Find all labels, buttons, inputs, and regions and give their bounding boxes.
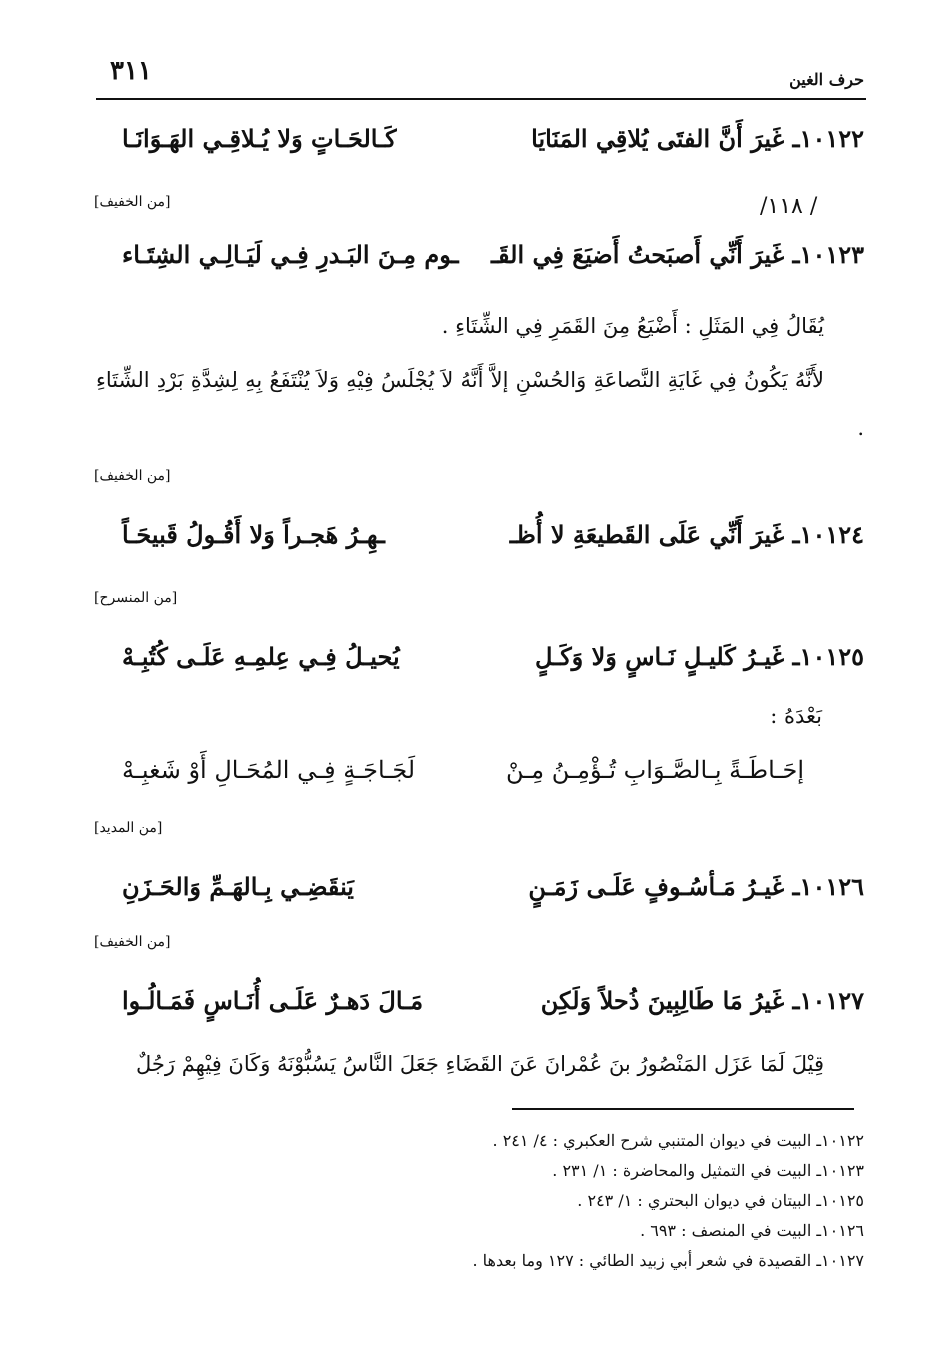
verse-10126-first-hemistich: ١٠١٢٦ـ غَيـرُ مَـأسُـوفٍ عَلَـى زَمَـنٍ: [528, 872, 864, 901]
meter-label: [من الخفيف]: [94, 468, 171, 484]
verse-10125-first-hemistich: ١٠١٢٥ـ غَيـرُ كَليـلٍ نَـاسٍ وَلا وَكَـلٍ: [535, 642, 864, 671]
continuation-first-hemistich: إحَـاطَـةً بِـالصَّـوَابِ تُـؤْمِـنُ مِـنْ: [506, 756, 804, 784]
running-title: حرف الغين: [789, 70, 864, 89]
commentary-10127: قِيْلَ لَمَا عَزَل المَنْصُورُ بنَ عُمْرانَ عَنَ القَضَاءِ جَعَلَ النَّاسُ يَسُبُّوْنَهُ وَكَانَ فِيْهِمْ رَجُلٌ: [136, 1052, 824, 1076]
verse-10122-reference: / ١١٨/: [760, 194, 818, 219]
verse-10122: [100, 124, 864, 166]
verse-10127-first-hemistich: ١٠١٢٧ـ غَيرُ مَا طَالِبِينَ ذُحلاً وَلَكِن: [540, 986, 864, 1015]
verse-10125-second-hemistich: يُحيـلُ فِـي عِلمِـهِ عَلَـى كُتُبِـهْ: [122, 642, 400, 671]
header-rule: [96, 98, 866, 100]
after-label: بَعْدَهُ :: [770, 704, 822, 728]
commentary-10123-proverb: يُقَالُ فِي المَثَلِ : أَضْيَعُ مِنَ القَمَرِ فِي الشِّتَاءِ .: [441, 314, 824, 338]
page-number: ٣١١: [110, 56, 152, 86]
verse-10127: [100, 986, 864, 1028]
verse-10125: [100, 642, 864, 684]
verse-10123-second-hemistich: ـوم مِـنَ البَـدرِ فِـي لَيَـالِـي الشِتَـاء: [122, 240, 459, 269]
footnotes: [472, 1126, 864, 1276]
footnote-10122: ١٠١٢٢ـ البيت في ديوان المتنبي شرح العكبري : ٤/ ٢٤١ .: [492, 1131, 864, 1150]
verse-10126-second-hemistich: يَنقَضِـي بِـالهَـمِّ وَالحَـزَنِ: [122, 872, 354, 901]
footnote-10123: ١٠١٢٣ـ البيت في التمثيل والمحاضرة : ١/ ٢٣١ .: [552, 1161, 864, 1180]
footnote-10127: ١٠١٢٧ـ القصيدة في شعر أبي زبيد الطائي : ١٢٧ وما بعدها .: [472, 1251, 864, 1270]
meter-label: [من الخفيف]: [94, 934, 171, 950]
continuation-second-hemistich: لَجَـاجَـةٍ فِـي المُحَـالِ أَوْ شَغبِـهْ: [122, 756, 416, 784]
verse-10124: [100, 520, 864, 562]
footnote-rule: [512, 1108, 854, 1110]
meter-label: [من المديد]: [94, 820, 163, 836]
verse-10124-second-hemistich: ـهِـرُ هَجـراً وَلا أَقُـولُ قَبيحَـاً: [122, 520, 385, 549]
verse-10123: [100, 240, 864, 282]
verse-10127-second-hemistich: مَـالَ دَهـرٌ عَلَـى أُنَـاسٍ فَمَـالُـوا: [122, 986, 424, 1015]
verse-10126: [100, 872, 864, 914]
verse-10125-continuation: [100, 756, 864, 798]
verse-10122-first-hemistich: ١٠١٢٢ـ غَيرَ أَنَّ الفتَى يُلاقِي المَنَايَا: [531, 124, 864, 153]
verse-10122-second-hemistich: كَـالحَـاتٍ وَلا يُـلاقِـي الهَـوَانَـا: [122, 124, 397, 153]
footnote-10126: ١٠١٢٦ـ البيت في المنصف : ٦٩٣ .: [640, 1221, 864, 1240]
footnote-10125: ١٠١٢٥ـ البيتان في ديوان البحتري : ١/ ٢٤٣ .: [577, 1191, 864, 1210]
commentary-10123-explanation: لأَنَّهُ يَكُونُ فِي غَايَةِ النَّصاعَةِ وَالحُسْنِ إلاَّ أَنَّهُ لاَ يُجْلَسُ فِيْهِ وَلاَ يُنْتَفَعُ بِهِ لِشِدَّةِ بَرْدِ الشِّتَاءِ .: [96, 368, 864, 440]
verse-10124-first-hemistich: ١٠١٢٤ـ غَيرَ أَنِّي عَلَى القَطيعَةِ لا أُظـ: [509, 520, 864, 549]
verse-10123-first-hemistich: ١٠١٢٣ـ غَيرَ أَنِّي أَصبَحتُ أَضيَعَ فِي القَـ: [490, 240, 864, 269]
meter-label: [من الخفيف]: [94, 194, 171, 210]
meter-label: [من المنسرح]: [94, 590, 178, 606]
